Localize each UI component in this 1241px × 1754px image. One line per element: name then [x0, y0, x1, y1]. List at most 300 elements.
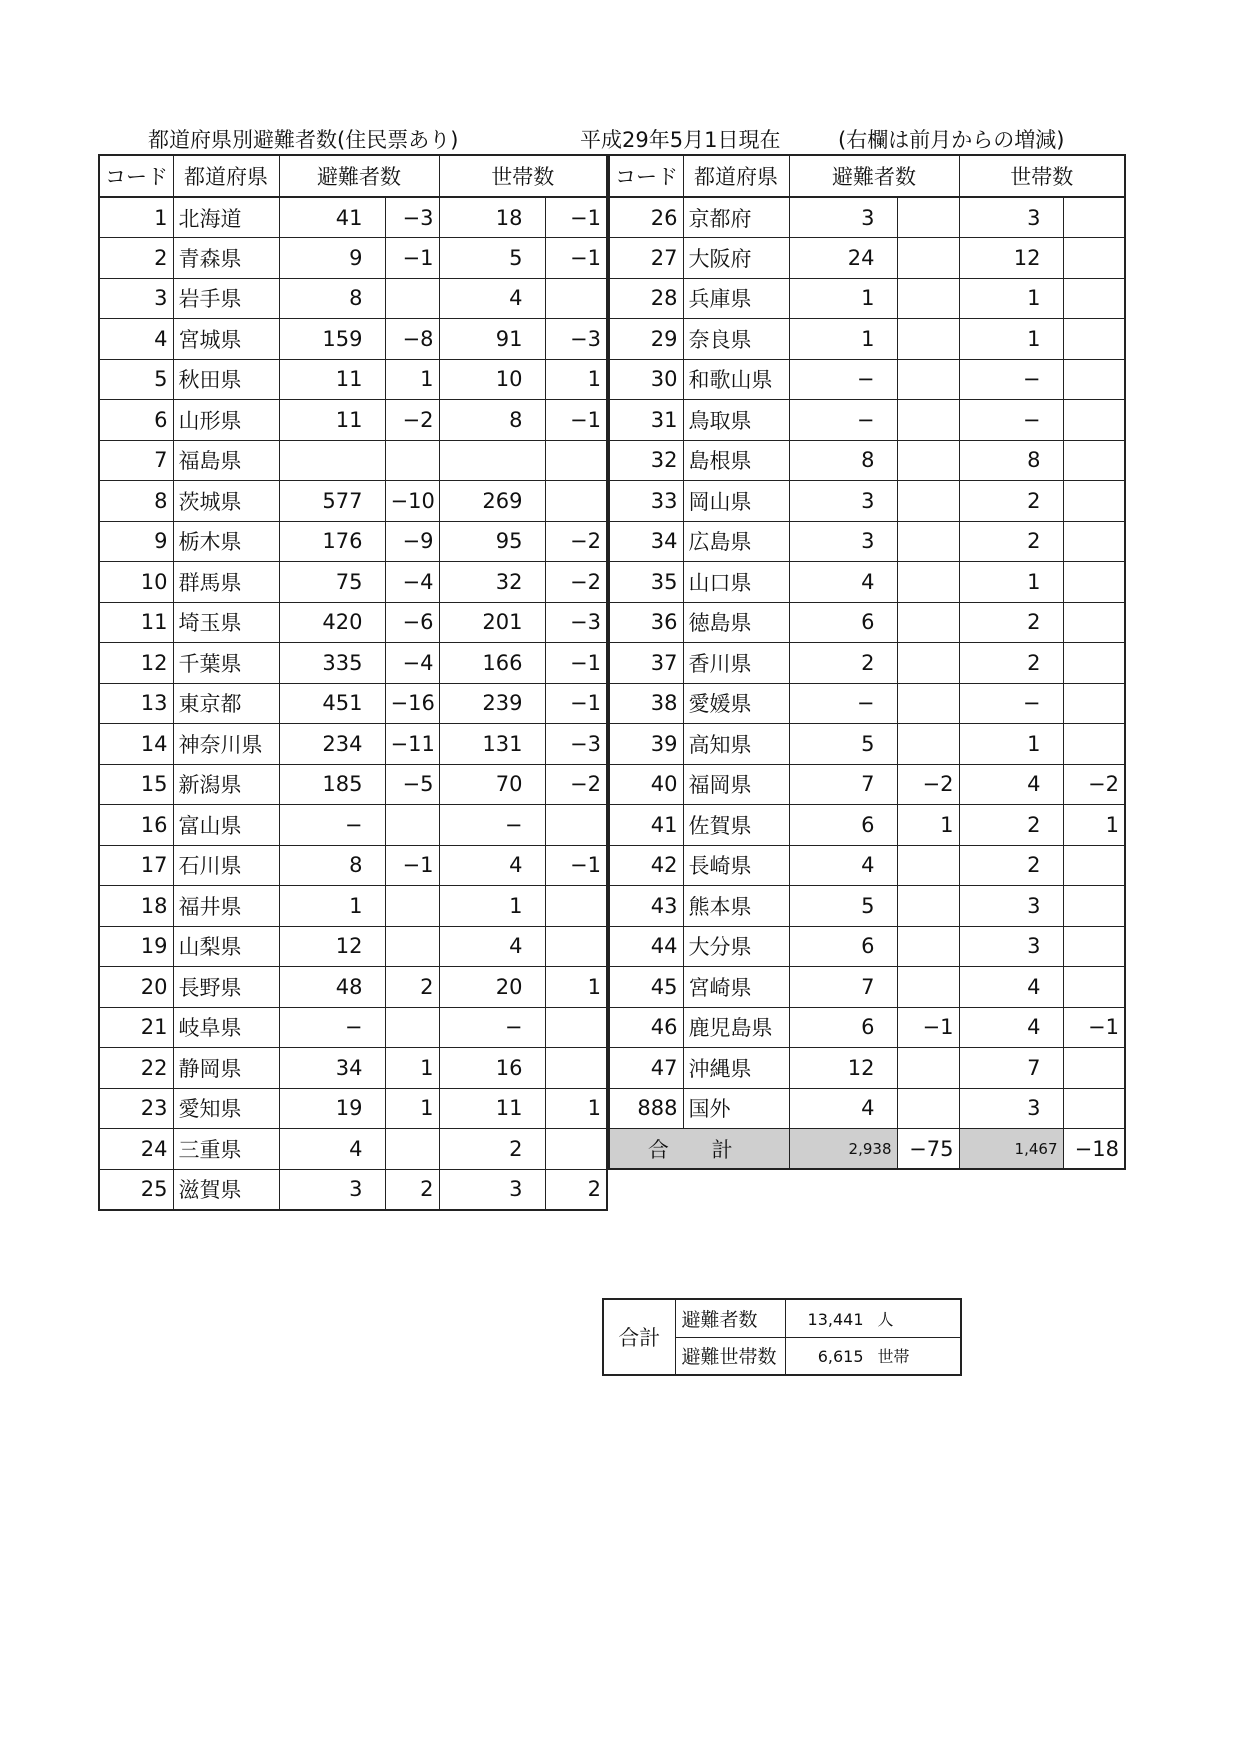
row-evacuees: 5	[789, 886, 897, 927]
row-prefecture: 秋田県	[173, 359, 279, 400]
row-evacuees: 7	[789, 764, 897, 805]
row-households-change	[1063, 359, 1125, 400]
row-evacuees: 185	[279, 764, 385, 805]
row-households: −	[959, 359, 1063, 400]
row-households: 10	[439, 359, 545, 400]
row-evacuees-change: −1	[897, 1007, 959, 1048]
row-evacuees-change	[897, 967, 959, 1008]
row-prefecture: 静岡県	[173, 1048, 279, 1089]
table-row	[609, 724, 1125, 765]
households-header: 世帯数	[439, 155, 607, 197]
table-row	[609, 926, 1125, 967]
row-code: 44	[609, 926, 683, 967]
table-row	[99, 886, 607, 927]
row-prefecture: 宮城県	[173, 319, 279, 360]
row-evacuees-change	[897, 683, 959, 724]
row-households	[439, 440, 545, 481]
total-households: 1,467	[959, 1129, 1063, 1170]
row-evacuees: 34	[279, 1048, 385, 1089]
table-header-row	[99, 155, 607, 197]
row-code: 32	[609, 440, 683, 481]
row-households-change	[1063, 926, 1125, 967]
table-row	[609, 319, 1125, 360]
row-evacuees: 75	[279, 562, 385, 603]
summary-households-value: 6,615	[817, 1347, 864, 1367]
row-households: 269	[439, 481, 545, 522]
row-evacuees: −	[789, 683, 897, 724]
row-households: 2	[439, 1129, 545, 1170]
row-evacuees	[279, 440, 385, 481]
row-evacuees-change	[385, 440, 439, 481]
row-households-change: −3	[545, 602, 607, 643]
row-evacuees: 335	[279, 643, 385, 684]
row-evacuees: 19	[279, 1088, 385, 1129]
row-evacuees-change	[897, 359, 959, 400]
row-evacuees: 6	[789, 926, 897, 967]
row-households-change: −1	[545, 197, 607, 238]
row-code: 34	[609, 521, 683, 562]
table-row	[99, 400, 607, 441]
row-evacuees-change	[897, 845, 959, 886]
row-households-change	[545, 1007, 607, 1048]
row-prefecture: 千葉県	[173, 643, 279, 684]
row-evacuees-change: −6	[385, 602, 439, 643]
row-households-change	[545, 805, 607, 846]
summary-evacuees-row	[603, 1299, 961, 1337]
row-prefecture: 群馬県	[173, 562, 279, 603]
row-evacuees-change: −11	[385, 724, 439, 765]
row-prefecture: 山形県	[173, 400, 279, 441]
right-prefecture-table	[608, 154, 1126, 1170]
row-evacuees: 24	[789, 238, 897, 279]
row-code: 28	[609, 278, 683, 319]
row-code: 21	[99, 1007, 173, 1048]
row-prefecture: 和歌山県	[683, 359, 789, 400]
table-row	[99, 764, 607, 805]
row-households: −	[959, 400, 1063, 441]
row-code: 36	[609, 602, 683, 643]
row-households: 2	[959, 805, 1063, 846]
row-households-change	[545, 278, 607, 319]
row-households-change	[545, 1129, 607, 1170]
row-code: 14	[99, 724, 173, 765]
table-row	[99, 967, 607, 1008]
row-prefecture: 奈良県	[683, 319, 789, 360]
row-code: 5	[99, 359, 173, 400]
row-evacuees-change	[897, 319, 959, 360]
row-households: 7	[959, 1048, 1063, 1089]
row-evacuees-change: −9	[385, 521, 439, 562]
row-households-change: −1	[545, 400, 607, 441]
row-evacuees-change: −3	[385, 197, 439, 238]
row-evacuees: 3	[789, 481, 897, 522]
table-row	[609, 1048, 1125, 1089]
row-households-change	[545, 1048, 607, 1089]
row-evacuees: −	[279, 805, 385, 846]
row-households-change: −2	[545, 764, 607, 805]
row-evacuees: 8	[789, 440, 897, 481]
row-evacuees-change: −10	[385, 481, 439, 522]
row-code: 2	[99, 238, 173, 279]
row-code: 26	[609, 197, 683, 238]
row-households-change	[1063, 440, 1125, 481]
row-households: 3	[959, 926, 1063, 967]
row-households-change: −3	[545, 319, 607, 360]
row-households: 1	[439, 886, 545, 927]
row-households-change	[1063, 1088, 1125, 1129]
column-note: (右欄は前月からの増減)	[838, 128, 1065, 152]
row-households: −	[439, 805, 545, 846]
row-households: 8	[439, 400, 545, 441]
row-evacuees: −	[789, 400, 897, 441]
row-households: 16	[439, 1048, 545, 1089]
row-code: 3	[99, 278, 173, 319]
row-prefecture: 京都府	[683, 197, 789, 238]
document-title: 都道府県別避難者数(住民票あり)	[148, 128, 459, 152]
table-row	[609, 886, 1125, 927]
row-prefecture: 熊本県	[683, 886, 789, 927]
row-code: 38	[609, 683, 683, 724]
row-evacuees-change	[897, 278, 959, 319]
row-evacuees-change: −4	[385, 562, 439, 603]
row-prefecture: 徳島県	[683, 602, 789, 643]
table-row	[609, 683, 1125, 724]
row-prefecture: 北海道	[173, 197, 279, 238]
row-evacuees: 8	[279, 845, 385, 886]
summary-evacuees-cell	[785, 1299, 961, 1337]
row-households-change: −1	[545, 683, 607, 724]
row-prefecture: 神奈川県	[173, 724, 279, 765]
row-evacuees: 159	[279, 319, 385, 360]
row-prefecture: 広島県	[683, 521, 789, 562]
row-evacuees: 234	[279, 724, 385, 765]
row-households: 2	[959, 845, 1063, 886]
row-evacuees-change: 1	[897, 805, 959, 846]
row-code: 30	[609, 359, 683, 400]
row-evacuees-change	[897, 1048, 959, 1089]
table-row	[99, 319, 607, 360]
row-evacuees: 48	[279, 967, 385, 1008]
row-households-change: −1	[545, 643, 607, 684]
table-row	[609, 845, 1125, 886]
row-code: 9	[99, 521, 173, 562]
row-prefecture: 鳥取県	[683, 400, 789, 441]
row-households: 131	[439, 724, 545, 765]
prefecture-header: 都道府県	[173, 155, 279, 197]
row-code: 40	[609, 764, 683, 805]
row-households-change: −2	[1063, 764, 1125, 805]
table-header-row	[609, 155, 1125, 197]
row-evacuees-change	[897, 562, 959, 603]
table-row	[99, 359, 607, 400]
row-households-change: −1	[545, 845, 607, 886]
row-prefecture: 福岡県	[683, 764, 789, 805]
row-evacuees-change: 1	[385, 1048, 439, 1089]
row-evacuees: 451	[279, 683, 385, 724]
row-households-change: 2	[545, 1169, 607, 1210]
row-code: 8	[99, 481, 173, 522]
row-code: 17	[99, 845, 173, 886]
row-prefecture: 兵庫県	[683, 278, 789, 319]
row-evacuees: 12	[279, 926, 385, 967]
row-code: 20	[99, 967, 173, 1008]
grand-total-summary	[602, 1298, 962, 1376]
row-households: 2	[959, 643, 1063, 684]
row-households: 3	[959, 1088, 1063, 1129]
row-households: 166	[439, 643, 545, 684]
table-row	[609, 238, 1125, 279]
row-evacuees-change: −4	[385, 643, 439, 684]
row-evacuees: −	[279, 1007, 385, 1048]
row-evacuees: −	[789, 359, 897, 400]
row-households: 8	[959, 440, 1063, 481]
row-prefecture: 岐阜県	[173, 1007, 279, 1048]
row-evacuees-change	[897, 400, 959, 441]
table-row	[99, 1129, 607, 1170]
summary-label: 合計	[603, 1299, 675, 1375]
row-evacuees-change: 2	[385, 967, 439, 1008]
row-households-change	[1063, 683, 1125, 724]
table-row	[609, 1007, 1125, 1048]
row-households: 4	[439, 278, 545, 319]
row-prefecture: 岩手県	[173, 278, 279, 319]
table-row	[609, 278, 1125, 319]
row-prefecture: 鹿児島県	[683, 1007, 789, 1048]
row-evacuees: 6	[789, 602, 897, 643]
row-households-change	[1063, 602, 1125, 643]
row-evacuees: 1	[279, 886, 385, 927]
row-prefecture: 島根県	[683, 440, 789, 481]
row-evacuees: 9	[279, 238, 385, 279]
document-header	[148, 124, 1088, 154]
row-evacuees-change: −5	[385, 764, 439, 805]
households-header: 世帯数	[959, 155, 1125, 197]
row-code: 10	[99, 562, 173, 603]
summary-households-unit: 世帯	[877, 1347, 910, 1367]
summary-households-cell	[785, 1337, 961, 1375]
row-evacuees: 5	[789, 724, 897, 765]
table-row	[609, 481, 1125, 522]
table-row	[609, 197, 1125, 238]
row-evacuees: 4	[789, 845, 897, 886]
evacuees-header: 避難者数	[279, 155, 439, 197]
table-row	[99, 602, 607, 643]
table-row	[609, 764, 1125, 805]
row-households-change	[1063, 1048, 1125, 1089]
row-evacuees-change	[385, 1007, 439, 1048]
row-code: 19	[99, 926, 173, 967]
row-households: 4	[959, 764, 1063, 805]
row-evacuees-change: −16	[385, 683, 439, 724]
row-evacuees-change: −1	[385, 238, 439, 279]
row-households: 1	[959, 278, 1063, 319]
summary-evacuees-value: 13,441	[807, 1309, 864, 1329]
row-evacuees-change	[897, 521, 959, 562]
row-code: 24	[99, 1129, 173, 1170]
row-code: 43	[609, 886, 683, 927]
prefecture-header: 都道府県	[683, 155, 789, 197]
row-households-change	[1063, 845, 1125, 886]
row-households-change: 1	[1063, 805, 1125, 846]
row-households: 11	[439, 1088, 545, 1129]
row-households-change	[545, 481, 607, 522]
row-households: 201	[439, 602, 545, 643]
row-households-change: −2	[545, 562, 607, 603]
row-evacuees-change	[897, 197, 959, 238]
table-row	[609, 400, 1125, 441]
row-prefecture: 滋賀県	[173, 1169, 279, 1210]
row-evacuees: 2	[789, 643, 897, 684]
table-row	[609, 1088, 1125, 1129]
row-code: 12	[99, 643, 173, 684]
row-evacuees-change: −8	[385, 319, 439, 360]
row-households: 32	[439, 562, 545, 603]
row-evacuees-change: −2	[897, 764, 959, 805]
table-row	[99, 1088, 607, 1129]
row-evacuees: 6	[789, 1007, 897, 1048]
row-evacuees-change	[385, 278, 439, 319]
total-row	[609, 1129, 1125, 1170]
left-prefecture-table	[98, 154, 608, 1211]
row-prefecture: 三重県	[173, 1129, 279, 1170]
row-households-change	[1063, 319, 1125, 360]
row-code: 888	[609, 1088, 683, 1129]
row-evacuees-change: 1	[385, 359, 439, 400]
total-label: 合 計	[609, 1129, 789, 1170]
code-header: コード	[609, 155, 683, 197]
row-evacuees: 4	[789, 1088, 897, 1129]
row-households: 91	[439, 319, 545, 360]
row-prefecture: 大分県	[683, 926, 789, 967]
row-code: 1	[99, 197, 173, 238]
table-row	[99, 805, 607, 846]
row-evacuees-change: −1	[385, 845, 439, 886]
row-evacuees-change	[385, 1129, 439, 1170]
row-households: 18	[439, 197, 545, 238]
row-evacuees-change: 2	[385, 1169, 439, 1210]
row-prefecture: 山口県	[683, 562, 789, 603]
table-row	[99, 683, 607, 724]
row-prefecture: 青森県	[173, 238, 279, 279]
row-households-change: 1	[545, 967, 607, 1008]
table-row	[99, 1169, 607, 1210]
row-evacuees-change	[897, 926, 959, 967]
row-code: 47	[609, 1048, 683, 1089]
table-row	[99, 197, 607, 238]
row-evacuees-change: −2	[385, 400, 439, 441]
row-code: 11	[99, 602, 173, 643]
row-households-change: 1	[545, 359, 607, 400]
row-evacuees: 4	[789, 562, 897, 603]
row-evacuees: 420	[279, 602, 385, 643]
table-row	[609, 602, 1125, 643]
row-households-change	[1063, 724, 1125, 765]
table-row	[99, 562, 607, 603]
row-evacuees-change	[897, 481, 959, 522]
row-code: 46	[609, 1007, 683, 1048]
table-row	[99, 481, 607, 522]
row-evacuees-change	[897, 724, 959, 765]
table-row	[99, 724, 607, 765]
row-prefecture: 栃木県	[173, 521, 279, 562]
row-evacuees-change	[385, 926, 439, 967]
row-code: 18	[99, 886, 173, 927]
table-row	[609, 440, 1125, 481]
table-row	[99, 1007, 607, 1048]
row-households: 3	[959, 886, 1063, 927]
row-code: 4	[99, 319, 173, 360]
row-evacuees: 176	[279, 521, 385, 562]
row-evacuees: 3	[789, 521, 897, 562]
total-evacuees-change: −75	[897, 1129, 959, 1170]
evacuees-header: 避難者数	[789, 155, 959, 197]
table-row	[99, 926, 607, 967]
table-row	[609, 521, 1125, 562]
row-evacuees: 41	[279, 197, 385, 238]
table-row	[99, 238, 607, 279]
row-code: 31	[609, 400, 683, 441]
row-evacuees: 3	[789, 197, 897, 238]
row-code: 39	[609, 724, 683, 765]
row-prefecture: 国外	[683, 1088, 789, 1129]
row-prefecture: 佐賀県	[683, 805, 789, 846]
table-row	[99, 643, 607, 684]
row-code: 16	[99, 805, 173, 846]
row-households-change	[1063, 278, 1125, 319]
row-evacuees: 11	[279, 359, 385, 400]
row-households: 3	[439, 1169, 545, 1210]
row-households-change: −3	[545, 724, 607, 765]
row-prefecture: 愛知県	[173, 1088, 279, 1129]
row-households-change	[1063, 643, 1125, 684]
row-households-change: −1	[1063, 1007, 1125, 1048]
row-code: 27	[609, 238, 683, 279]
row-households: 12	[959, 238, 1063, 279]
row-prefecture: 富山県	[173, 805, 279, 846]
row-households: 95	[439, 521, 545, 562]
row-households: 4	[959, 1007, 1063, 1048]
row-households-change	[1063, 400, 1125, 441]
row-households-change: 1	[545, 1088, 607, 1129]
row-households-change	[1063, 238, 1125, 279]
table-row	[609, 359, 1125, 400]
row-evacuees-change	[897, 643, 959, 684]
row-households: 1	[959, 562, 1063, 603]
table-row	[609, 643, 1125, 684]
row-households-change: −2	[545, 521, 607, 562]
row-code: 23	[99, 1088, 173, 1129]
row-prefecture: 大阪府	[683, 238, 789, 279]
row-prefecture: 東京都	[173, 683, 279, 724]
row-code: 41	[609, 805, 683, 846]
row-code: 15	[99, 764, 173, 805]
row-households-change	[1063, 562, 1125, 603]
row-households-change	[1063, 481, 1125, 522]
summary-evacuees-label: 避難者数	[675, 1299, 785, 1337]
row-evacuees: 11	[279, 400, 385, 441]
row-households: 20	[439, 967, 545, 1008]
row-households: 4	[439, 926, 545, 967]
table-row	[609, 805, 1125, 846]
row-code: 45	[609, 967, 683, 1008]
summary-evacuees-unit: 人	[877, 1309, 894, 1329]
row-evacuees: 7	[789, 967, 897, 1008]
row-prefecture: 長崎県	[683, 845, 789, 886]
row-prefecture: 沖縄県	[683, 1048, 789, 1089]
row-prefecture: 高知県	[683, 724, 789, 765]
row-prefecture: 山梨県	[173, 926, 279, 967]
row-evacuees: 1	[789, 278, 897, 319]
